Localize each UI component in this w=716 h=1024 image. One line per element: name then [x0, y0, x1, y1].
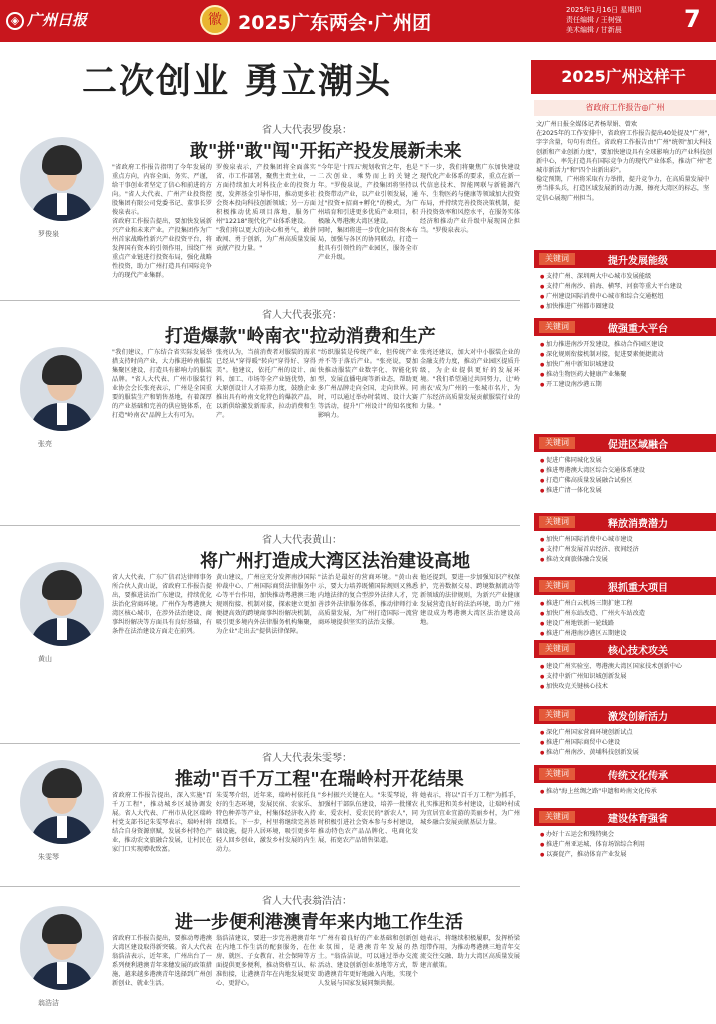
newspaper-logo [6, 9, 87, 30]
article-body-column: 他还提到，要进一步加强知识产权保护，完善数据交易、跨境数据流动等新领域的法律规则，为新兴产业健康发展营造良好的法治环境，助力广州建设成为粤港澳大湾区法治建设高地。 [420, 574, 520, 626]
article-body-column: "下一步，我们将聚焦广东加快建设现代化产业体系的要求，重点在新一代信息技术、智能网联与新能源汽车、生物医药与健康等领域加大投资布局，并持续完善投资决策机制，提升投资效率和风控水平，在服务实体经济和推动产业升级中展现国企担当。"罗俊泉表示。 [420, 164, 520, 234]
portrait-photo [20, 906, 104, 990]
sidebar-section-title: 激发创新活力 [608, 712, 668, 723]
sidebar-section-title: 促进区域融合 [608, 440, 668, 451]
keyword-tag: 关键词 [539, 811, 575, 823]
section-divider [0, 300, 520, 301]
sidebar-section [534, 765, 716, 797]
article-body-column: 省政府工作报告提出，要推动粤港澳大湾区建设取得新突破。省人大代表翁浩洁表示，近年来，广州出台了一系列便利港澳青年来穗发展的政策措施，越来越多港澳青年选择到广州创新创业、就业生活。 [112, 935, 212, 987]
header-meta [566, 5, 641, 35]
sidebar-list-item: ● 加快广州东站改造、广州火车站改造 [540, 609, 714, 619]
sidebar-section [534, 434, 716, 496]
portrait-photo [20, 562, 104, 646]
sidebar-list-item: ● 建设广州地铁新一轮线路 [540, 619, 714, 629]
sidebar-list-item: ● 推动广州南沙、黄埔科技创新发展 [540, 748, 714, 758]
portrait-caption: 黄山 [38, 655, 52, 663]
logo-mark-icon: ◈ [6, 12, 24, 30]
article-body-column: 张亮还建议，加大对中小服装企业的金融支持力度，推动产业园区提质升级，为企业提供更好的发展环境。"我们希望通过共同努力，让'岭南衣'成为广州的一张城市名片，为广东经济高质量发展贡献服装行业的力量。" [420, 349, 520, 410]
sidebar-list-item: ● 推动文商旅体融合发展 [540, 555, 714, 565]
sidebar-list-item: ● 推进粤港澳大湾区综合交通体系建设 [540, 466, 714, 476]
sidebar-list-item: ● 推进广州港南沙港区五期建设 [540, 629, 714, 639]
sidebar-section-title: 建设体育强省 [608, 814, 668, 825]
header-designer: 美术编辑 / 甘新晨 [566, 26, 622, 34]
sidebar-list-item: ● 支持广州发展首店经济、夜间经济 [540, 545, 714, 555]
sidebar-section-title: 传统文化传承 [608, 771, 668, 782]
article-body-column: 张亮认为，当前消费者对服装的需求已经从"穿得暖"转向"穿得好、穿得美"。他建议，依托广州的设计、面料、加工、市场等全产业链优势，加大原创设计人才培养力度，鼓励企业推出具有岭南文化特色的爆款产品，以新供给激发新需求，拉动消费和生产。 [216, 349, 316, 419]
sidebar-list-item: ● 开工建设南沙港五期 [540, 380, 714, 390]
header-title: 2025广东两会·广州团 [238, 12, 432, 34]
portrait-caption: 罗俊泉 [38, 230, 59, 238]
section-divider [0, 743, 520, 744]
sidebar-section-bar [534, 250, 716, 268]
article-headline: 推动"百千万工程"在瑞岭村开花结果 [175, 769, 464, 790]
keyword-tag: 关键词 [539, 643, 575, 655]
article-body-column: "今年是'十四五'规划收官之年，也是二次创业、乘势而上的关键之年。"罗俊泉说，产投集团将坚持以投资带动产业，以产业引领发展，通过"投资+招商+孵化"的模式，为广州培育和引进更多优质产业项目，积极融入粤港澳大湾区建设。 同时，集团将进一步优化国有资本布局，加强与各区的协同联动，打造一批具有引领性的产业园区，服务全市产业升级。 [318, 164, 418, 261]
sidebar-banner: 2025广州这样干 [531, 60, 716, 94]
article-headline: 敢"拼"敢"闯"开拓产投发展新未来 [190, 141, 462, 162]
logo-text: 广州日报 [27, 11, 88, 29]
portrait-photo [20, 137, 104, 221]
sidebar-section-bar [534, 640, 716, 658]
sidebar-list-item: ● 建设广州实验室、粤港澳大湾区国家技术创新中心 [540, 662, 714, 672]
sidebar-list-item: ● 推进广州白云机场三期扩建工程 [540, 599, 714, 609]
sidebar-section [534, 808, 716, 860]
sidebar-list-item: ● 推动"海上丝绸之路"申遗和岭南文化传承 [540, 787, 714, 797]
sidebar-list-item: ● 深化广州国家营商环境创新试点 [540, 728, 714, 738]
sidebar-subtitle: 省政府工作报告◎广州 [534, 100, 716, 116]
article-body-column: 黄山建议，广州应充分发挥南沙国际仲裁中心、广州国际商贸法律服务中心等平台作用，加快推动粤港澳三地规则衔接、机制对接，探索建立更加便捷高效的跨境商事纠纷解决机制，吸引更多境内外法律服务机构集聚，为企业"走出去"提供法律保障。 [216, 574, 316, 635]
page-header [0, 0, 716, 42]
section-divider [0, 886, 520, 887]
sidebar-list-item: ● 加快广州中新知识城建设 [540, 360, 714, 370]
article-body-column: 她表示，将继续积极履职，发挥桥梁纽带作用，为推动粤港澳三地青年交流交往交融、助力大湾区高质量发展建言献策。 [420, 935, 520, 969]
header-editor: 责任编辑 / 王树强 [566, 16, 622, 24]
sidebar-section-bar [534, 765, 716, 783]
sidebar-list-item: ● 以赛促产，推动体育产业发展 [540, 850, 714, 860]
sidebar-section-title: 狠抓重大项目 [608, 583, 668, 594]
sidebar-section [534, 706, 716, 758]
keyword-tag: 关键词 [539, 709, 575, 721]
article-body-column: 省政府工作报告提出，深入实施"百千万工程"，推动城乡区域协调发展。省人大代表、广州市从化区瑞岭村党支部书记朱雯琴表示，瑞岭村将结合自身资源禀赋，发展乡村特色产业，推动农文旅融合发展，让村民在家门口实现增收致富。 [112, 792, 212, 853]
keyword-tag: 关键词 [539, 437, 575, 449]
article-body-column: 朱雯琴介绍，近年来，瑞岭村依托良好的生态环境，发展民宿、农家乐、特色种养等产业，村集体经济收入持续增长。下一步，村里将继续完善基础设施，提升人居环境，吸引更多年轻人回乡创业，激发乡村发展的内生动力。 [216, 792, 316, 853]
sidebar-section-title: 核心技术攻关 [608, 646, 668, 657]
article-body-column: "广州有着良好的产业基础和创新创业氛围，是港澳青年发展的热土。"翁浩洁说，可以通过举办交流活动、建设创新创业基地等方式，帮助港澳青年更好地融入内地，实现个人发展与国家发展同频共振。 [318, 935, 418, 987]
portrait-photo [20, 347, 104, 431]
article-headline: 进一步便利港澳青年来内地工作生活 [175, 912, 463, 933]
sidebar-section [534, 640, 716, 692]
sidebar-list-item: ● 推动生物医药大健康产业集聚 [540, 370, 714, 380]
sidebar-section [534, 318, 716, 390]
emblem-icon: 徽 [200, 5, 230, 35]
article-body-column: 她表示，将以"百千万工程"为抓手，扎实推进和美乡村建设，让瑞岭村成为宜居宜业宜游的美丽乡村，为广州城乡融合发展贡献基层力量。 [420, 792, 520, 826]
article-body-column: "法治是最好的营商环境。"黄山表示，要大力培养既懂国际规则又熟悉内地法律的复合型涉外法律人才，完善涉外法律服务体系，推动律师行业高质量发展，为广州打造国际一流营商环境提供坚实的法治支撑。 [318, 574, 418, 626]
sidebar-intro: 文/广州日报全媒体记者杨翠娟、曾欢 在2025年的工作安排中，省政府工作报告提出40处提及"广州"，字字含量，句句有责任。省政府工作报告由"广州"统领"加大科技创新和产业创新力度"，要加快建设具有全球影响力的产业科技创新中心，率先打造具有国际竞争力的现代产业体系，推动广州"老城市新活力"和"四个出新出彩"。 稳定预期，广州将采取有力举措，提升竞争力，在高质量发展中勇当排头兵，打造区域发展新的动力源，擦亮大湾区的标志，坚定信心展现广州担当。 [536, 121, 714, 202]
sidebar-section-bar [534, 577, 716, 595]
portrait-caption: 张亮 [38, 440, 52, 448]
article-byline: 省人大代表张亮： [262, 310, 342, 321]
sidebar-list-item: ● 加快攻克关键核心技术 [540, 682, 714, 692]
article-byline: 省人大代表罗俊泉： [262, 125, 352, 136]
article-body-column: "纺织服装是传统产业，但传统产业并不等于落后产业。"张亮说，要加快推动服装产业数字化、智能化转型，发展直播电商等新业态，帮助更多广州品牌走向全国、走向世界。同时，可以通过举办时装周、设计大赛等活动，提升"广州设计"的知名度和影响力。 [318, 349, 418, 419]
sidebar-list-item: ● 支持广州南沙、前海、横琴、河套等重大平台建设 [540, 282, 714, 292]
article-byline: 省人大代表黄山： [262, 535, 342, 546]
sidebar-list-item: ● 广州建设国际消费中心城市和综合交通枢纽 [540, 292, 714, 302]
sidebar-list-item: ● 支持广州、深圳两大中心城市发展能级 [540, 272, 714, 282]
page-number: 7 [684, 5, 701, 33]
keyword-tag: 关键词 [539, 768, 575, 780]
sidebar-list-item: ● 支持中新广州知识城创新发展 [540, 672, 714, 682]
article-headline: 打造爆款"岭南衣"拉动消费和生产 [165, 326, 436, 347]
article-body-column: "乡村振兴关键在人。"朱雯琴说，将加强村干部队伍建设，培养一批懂农业、爱农村、爱农民的"新农人"，同时积极引进社会资本参与乡村建设，推动特色农产品品牌化、电商化发展，拓宽农产品销售渠道。 [318, 792, 418, 844]
sidebar-section-bar [534, 434, 716, 452]
main-headline: 二次创业 勇立潮头 [82, 61, 393, 102]
portrait-caption: 翁浩洁 [38, 999, 59, 1007]
article-byline: 省人大代表翁浩洁： [262, 896, 352, 907]
sidebar-list-item: ● 推进广清一体化发展 [540, 486, 714, 496]
keyword-tag: 关键词 [539, 516, 575, 528]
sidebar-list-item: ● 加快广州国际消费中心城市建设 [540, 535, 714, 545]
sidebar-section-bar [534, 318, 716, 336]
keyword-tag: 关键词 [539, 321, 575, 333]
portrait-photo [20, 760, 104, 844]
header-date: 2025年1月16日 星期四 [566, 6, 642, 14]
portrait-caption: 朱雯琴 [38, 853, 59, 861]
keyword-tag: 关键词 [539, 253, 575, 265]
section-divider [0, 525, 520, 526]
article-body-column: "省政府工作报告指明了今年发展的重点方向，内容全面、务实、严谨，给干事创业者坚定了信心和前进的方向。"省人大代表、广州产业投资控股集团有限公司党委书记、董事长罗俊泉表示。 省政府工作报告提出，要加快发展新兴产业和未来产业。产投集团作为广州首家战略性新兴产业投资平台，将发挥国有资本的引领作用，围绕广州重点产业链进行投资布局，强化战略性投资，助力广州打造具有国际竞争力的现代产业集群。 [112, 164, 212, 279]
sidebar-section-title: 释放消费潜力 [608, 519, 668, 530]
article-body-column: 罗俊泉表示，产投集团将全面落实省、市工作部署，聚焦主责主业，一方面持续加大对科技企业的投资力度，发挥基金引导作用，推动更多社会资本投向科技创新领域；另一方面积极推动优质项目落地，服务广州"12218"现代化产业体系建设。 "我们将以更大的决心和勇气，敢拼敢闯、勇于创新，为广州高质量发展贡献产投力量。" [216, 164, 316, 252]
sidebar-list-item: ● 加快推进广州都市圈建设 [540, 302, 714, 312]
keyword-tag: 关键词 [539, 580, 575, 592]
sidebar-list-item: ● 深化规则衔接机制对接，促进要素便捷流动 [540, 350, 714, 360]
sidebar-section-bar [534, 513, 716, 531]
sidebar-list-item: ● 促进广佛同城化发展 [540, 456, 714, 466]
sidebar-list-item: ● 打造广佛高质量发展融合试验区 [540, 476, 714, 486]
sidebar-section-title: 提升发展能级 [608, 256, 668, 267]
sidebar-section-bar [534, 808, 716, 826]
sidebar-list-item: ● 推进广州国际商贸中心建设 [540, 738, 714, 748]
sidebar-list-item: ● 推进广州亚运城、体育场馆综合利用 [540, 840, 714, 850]
sidebar-section [534, 250, 716, 312]
sidebar-section-title: 做强重大平台 [608, 324, 668, 335]
sidebar-list-item: ● 办好十五运会和残特奥会 [540, 830, 714, 840]
article-headline: 将广州打造成大湾区法治建设高地 [200, 551, 470, 572]
sidebar-section [534, 577, 716, 639]
article-byline: 省人大代表朱雯琴： [262, 753, 352, 764]
article-body-column: 翁浩洁建议，要进一步完善港澳青年在内地工作生活的配套服务，在住房、就医、子女教育、社会保障等方面提供更多便利，推动资格互认、标准衔接，让港澳青年在内地发展更安心、更舒心。 [216, 935, 316, 987]
article-body-column: 省人大代表、广东广信君达律师事务所合伙人黄山说，省政府工作报告提出，要推进法治广东建设，持续优化法治化营商环境。广州作为粤港澳大湾区核心城市，在涉外法治建设、商事纠纷解决等方面具有良好基础，有条件在法治建设方面走在前列。 [112, 574, 212, 635]
sidebar-list-item: ● 加力推进南沙开发建设，推动合作园区建设 [540, 340, 714, 350]
article-body-column: "我们建议，广东结合省实际发展举措支持时尚产业，大力推进岭南服装集聚区建设，打造具有影响力的服装品牌。"省人大代表、广州市服装行业协会会长张亮表示，广州是全国重要的服装生产和销售基地，有着深厚的产业基础和完善的供应链体系，在打造"岭南衣"品牌上大有可为。 [112, 349, 212, 419]
sidebar-section [534, 513, 716, 565]
sidebar-section-bar [534, 706, 716, 724]
